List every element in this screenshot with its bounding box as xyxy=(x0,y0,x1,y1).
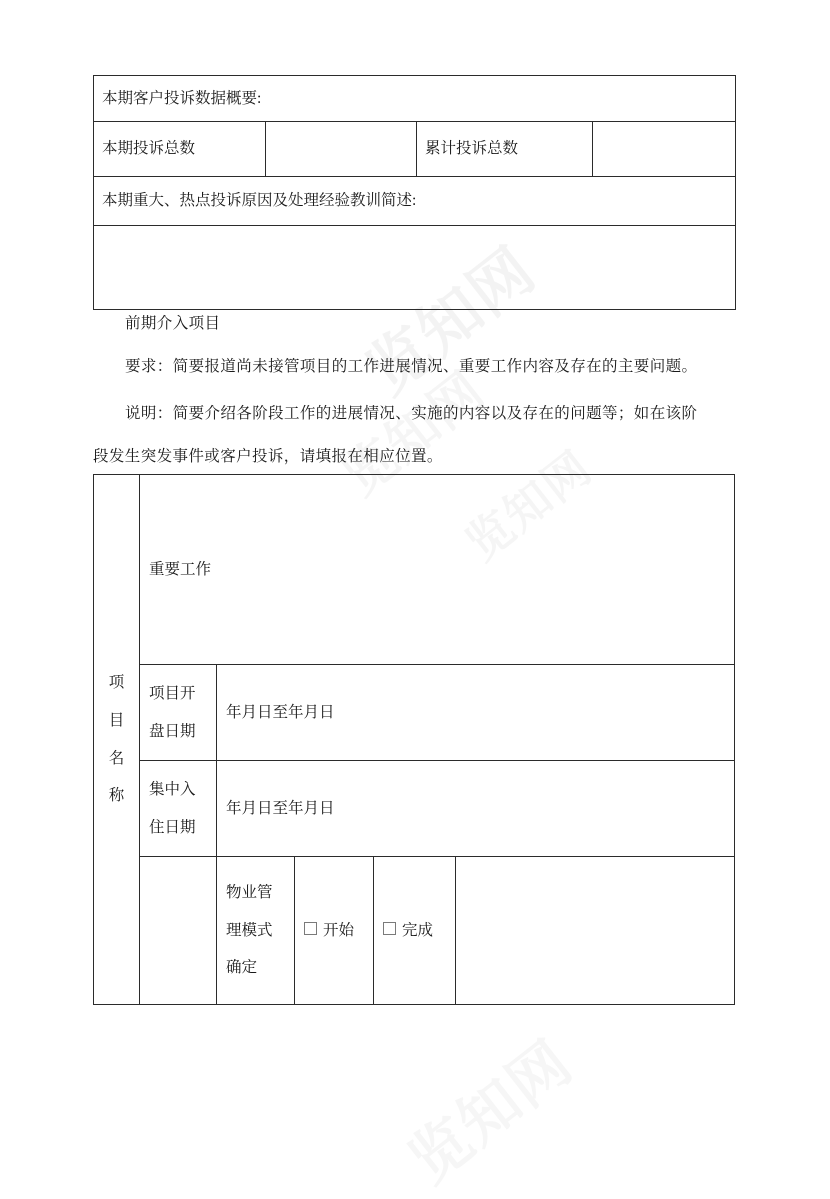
checkbox-start[interactable] xyxy=(304,917,364,944)
table-row xyxy=(94,226,736,310)
checkbox-start-cell[interactable] xyxy=(295,857,374,1005)
complaint-summary-table xyxy=(93,75,736,310)
current-complaint-label: 本期投诉总数 xyxy=(102,140,196,158)
move-in-date-value-cell[interactable] xyxy=(217,761,735,857)
table-row xyxy=(94,665,735,761)
note-paragraph-line1: 说明：简要介绍各阶段工作的进展情况、实施的内容以及存在的问题等；如在该阶 xyxy=(125,405,698,422)
total-complaint-label: 累计投诉总数 xyxy=(425,140,519,158)
checkbox-done-label: 完成 xyxy=(402,921,434,939)
major-complaint-title: 本期重大、热点投诉原因及处理经验教训简述: xyxy=(102,192,417,210)
open-date-value-cell[interactable] xyxy=(217,665,735,761)
management-mode-label-line2: 理模式 xyxy=(226,921,273,939)
project-name-char-1: 目 xyxy=(108,711,125,729)
project-table xyxy=(93,474,735,1005)
move-in-date-label-line1: 集中入 xyxy=(149,780,196,798)
current-complaint-label-cell xyxy=(94,122,266,177)
table-row xyxy=(94,122,736,177)
management-mode-empty-cell xyxy=(140,857,217,1005)
open-date-label-line1: 项目开 xyxy=(149,684,196,702)
move-in-date-value: 年月日至年月日 xyxy=(226,799,335,817)
project-name-char-3: 称 xyxy=(108,787,125,805)
project-name-char-0: 项 xyxy=(108,673,125,691)
open-date-label-line2: 盘日期 xyxy=(149,722,196,740)
management-mode-label-cell xyxy=(217,857,295,1005)
important-work-label: 重要工作 xyxy=(149,560,212,578)
table-row xyxy=(94,761,735,857)
complaint-summary-title: 本期客户投诉数据概要: xyxy=(102,89,262,107)
project-name-vertical-cell xyxy=(94,475,140,1005)
open-date-value: 年月日至年月日 xyxy=(226,703,335,721)
important-work-cell[interactable] xyxy=(140,475,735,665)
empty-checkbox-icon[interactable] xyxy=(383,922,396,935)
watermark xyxy=(388,1017,588,1199)
empty-checkbox-icon[interactable] xyxy=(304,922,317,935)
total-complaint-label-cell xyxy=(417,122,593,177)
note-paragraph-line2: 段发生突发事件或客户投诉，请填报在相应位置。 xyxy=(93,448,443,465)
major-complaint-answer-cell[interactable] xyxy=(94,226,736,310)
move-in-date-label-line2: 住日期 xyxy=(149,818,196,836)
project-name-char-2: 名 xyxy=(108,749,125,767)
checkbox-done-cell[interactable] xyxy=(374,857,456,1005)
management-mode-label-line1: 物业管 xyxy=(226,883,273,901)
current-complaint-value-cell[interactable] xyxy=(266,122,417,177)
open-date-label-cell xyxy=(140,665,217,761)
checkbox-done[interactable] xyxy=(383,917,446,944)
table-row xyxy=(94,76,736,122)
checkbox-start-label: 开始 xyxy=(323,921,355,939)
total-complaint-value-cell[interactable] xyxy=(593,122,736,177)
management-mode-label-line3: 确定 xyxy=(226,959,258,977)
major-complaint-title-cell xyxy=(94,177,736,226)
section-title: 前期介入项目 xyxy=(125,315,221,332)
move-in-date-label-cell xyxy=(140,761,217,857)
requirement-paragraph: 要求：简要报道尚未接管项目的工作进展情况、重要工作内容及存在的主要问题。 xyxy=(125,358,698,375)
management-mode-value-cell[interactable] xyxy=(456,857,735,1005)
complaint-summary-title-cell xyxy=(94,76,736,122)
table-row xyxy=(94,857,735,1005)
table-row xyxy=(94,177,736,226)
table-row xyxy=(94,475,735,665)
